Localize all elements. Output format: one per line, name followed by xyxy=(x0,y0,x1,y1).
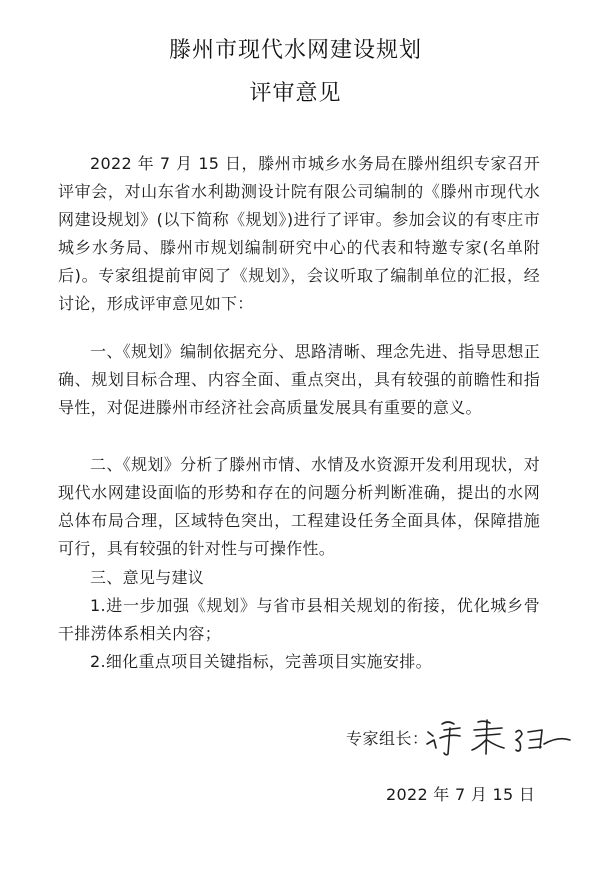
suggestion-2: 2.细化重点项目关键指标，完善项目实施安排。 xyxy=(90,652,432,671)
opinion-point-3-heading: 三、意见与建议 xyxy=(90,568,205,587)
document-title: 滕州市现代水网建设规划 xyxy=(168,38,422,63)
signature-label: 专家组长： xyxy=(346,729,429,748)
opinion-point-1: 一、《规划》编制依据充分、思路清晰、理念先进、指导思想正确、规划目标合理、内容全面、重点突出，具有较强的前瞻性和指导性，对促进滕州市经济社会高质量发展具有重要的意义。 xyxy=(58,342,540,417)
document-date: 2022 年 7 月 15 日 xyxy=(386,785,536,804)
document-subtitle: 评审意见 xyxy=(249,81,342,106)
signature-block xyxy=(346,718,566,758)
suggestion-1: 1.进一步加强《规划》与省市县相关规划的衔接，优化城乡骨干排涝体系相关内容； xyxy=(58,596,540,643)
handwritten-signature xyxy=(424,714,574,758)
opinion-point-2: 二、《规划》分析了滕州市情、水情及水资源开发利用现状，对现代水网建设面临的形势和存在的问题分析判断准确，提出的水网总体布局合理，区域特色突出，工程建设任务全面具体，保障措施可行，具有较强的针对性与可操作性。 xyxy=(58,455,540,558)
intro-paragraph: 2022 年 7 月 15 日，滕州市城乡水务局在滕州组织专家召开评审会，对山东省水利勘测设计院有限公司编制的《滕州市现代水网建设规划》(以下简称《规划》)进行了评审。参加会议的有枣庄市城乡水务局、滕州市规划编制研究中心的代表和特邀专家(名单附后)。专家组提前审阅了《规划》，会议听取了编制单位的汇报，经讨论，形成评审意见如下： xyxy=(58,154,540,313)
